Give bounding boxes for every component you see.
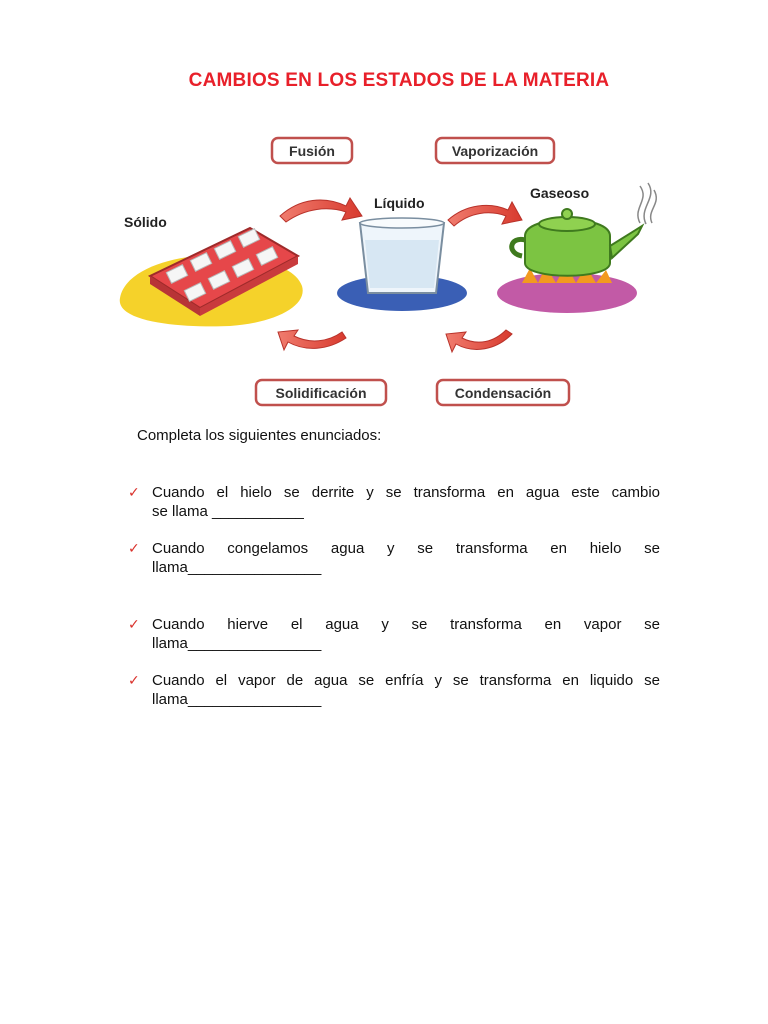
solidificacion-box [256, 380, 386, 405]
solido-label: Sólido [124, 214, 167, 230]
list-item: ✓ Cuando el hielo se derrite y se transforma en agua este cambio se llama ___________ [128, 484, 660, 520]
exercise-list [128, 483, 660, 709]
list-item: ✓ Cuando el vapor de agua se enfría y se transforma en liquido se llama________________ [128, 672, 660, 708]
arrow-solidificacion [278, 330, 346, 350]
arrow-vaporizacion [448, 202, 522, 226]
gaseoso-label: Gaseoso [530, 185, 590, 201]
fusion-box [272, 138, 352, 163]
solidificacion-label: Solidificación [275, 385, 367, 401]
check-icon: ✓ [128, 484, 140, 500]
check-icon: ✓ [128, 672, 140, 688]
states-of-matter-diagram [110, 128, 670, 418]
page-title: CAMBIOS EN LOS ESTADOS DE LA MATERIA [188, 70, 610, 91]
vaporizacion-box [436, 138, 554, 163]
condensacion-label: Condensación [454, 385, 552, 401]
water-glass-icon [337, 218, 467, 311]
vaporizacion-label: Vaporización [451, 143, 539, 159]
arrow-fusion [280, 198, 362, 222]
liquido-label: Líquido [374, 195, 425, 211]
instructions-text: Completa los siguientes enunciados: [137, 427, 382, 444]
fusion-label: Fusión [289, 143, 335, 159]
condensacion-box [437, 380, 569, 405]
list-item: ✓ Cuando hierve el agua y se transforma en vapor se llama________________ [128, 616, 660, 652]
arrow-condensacion [446, 330, 512, 352]
list-item: ✓ Cuando congelamos agua y se transforma en hielo se llama________________ [128, 540, 660, 576]
check-icon: ✓ [128, 616, 140, 632]
kettle-icon [497, 183, 656, 313]
ice-tray-icon [120, 228, 303, 326]
check-icon: ✓ [128, 540, 140, 556]
